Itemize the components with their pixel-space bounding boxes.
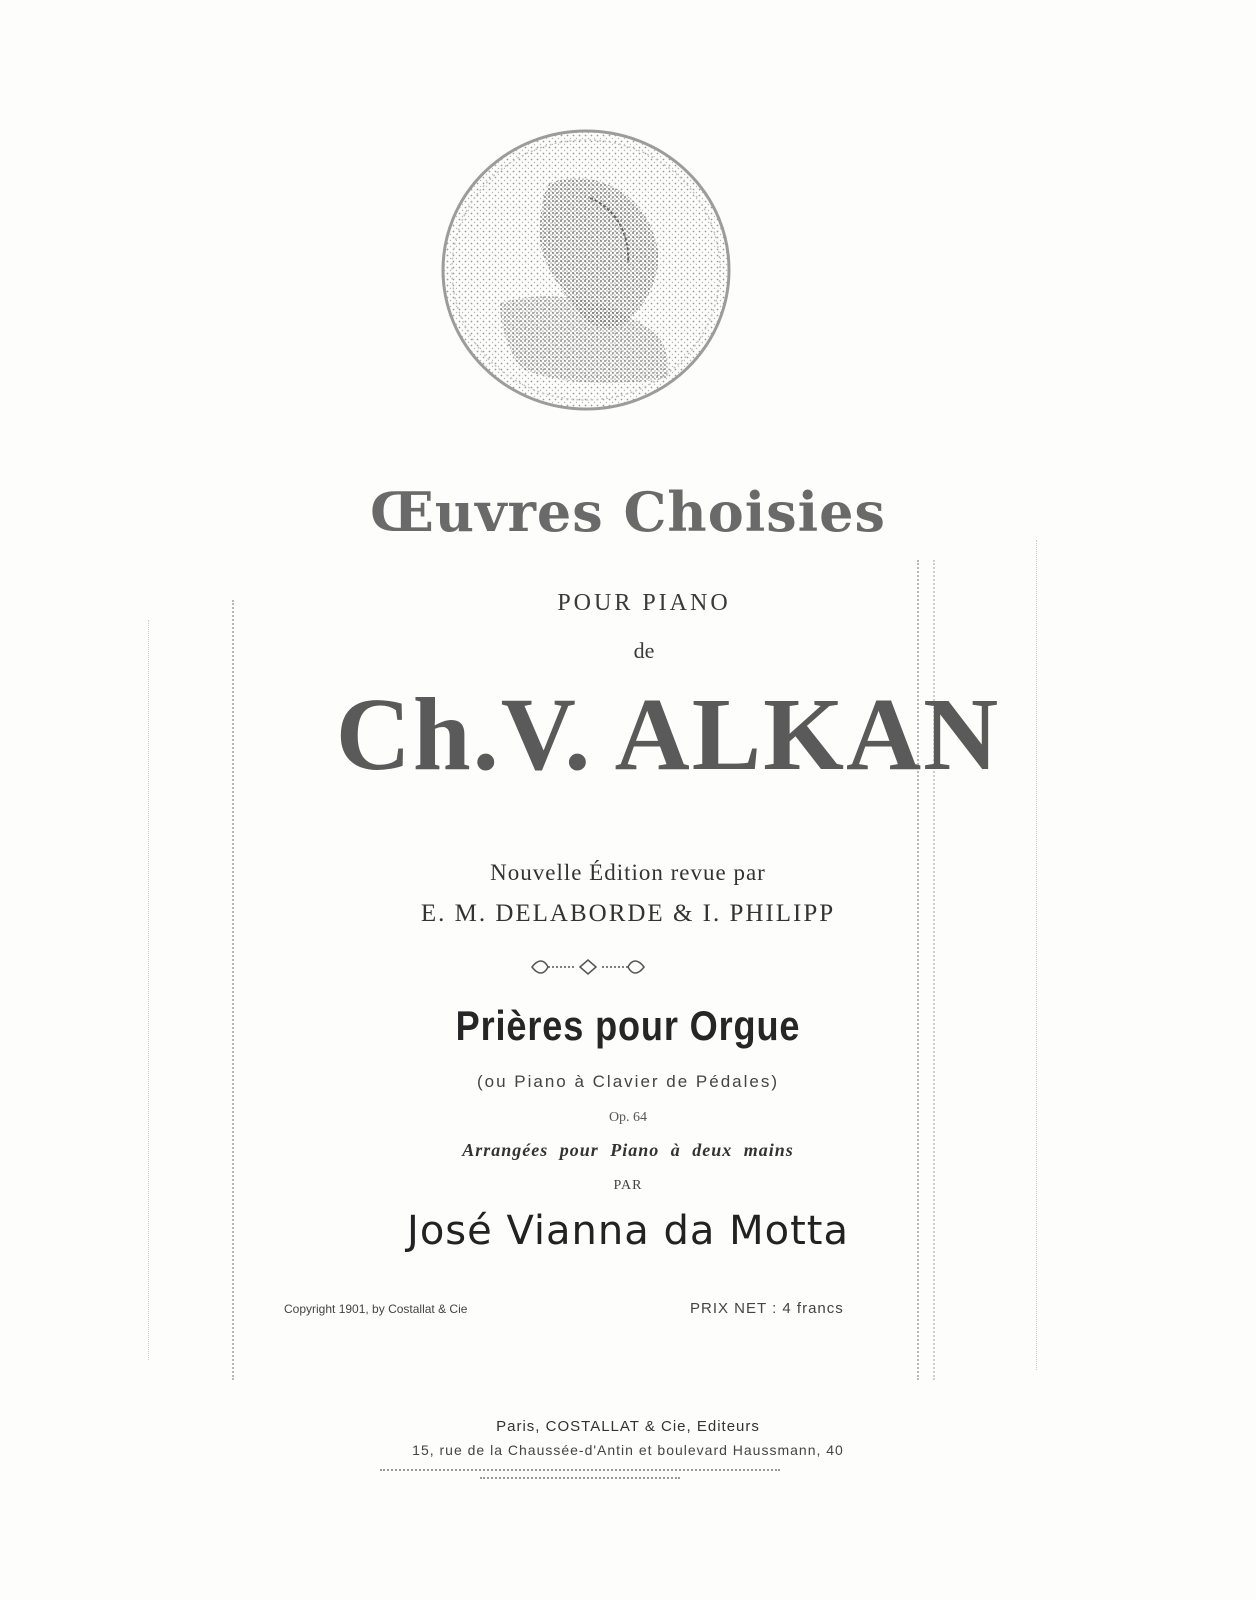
composer-name: Ch.V. ALKAN: [335, 677, 1001, 792]
work-title: Prières pour Orgue: [455, 1002, 801, 1049]
rights-fineprint: [370, 1466, 790, 1486]
par-line: PAR: [613, 1178, 643, 1193]
portrait-medallion: [440, 128, 732, 412]
editors-line: E. M. DELABORDE & I. PHILIPP: [420, 900, 836, 927]
publisher-line: Paris, COSTALLAT & Cie, Editeurs: [496, 1418, 760, 1435]
arranger-name: José Vianna da Motta: [407, 1208, 849, 1254]
opus-number: Op. 64: [608, 1110, 648, 1125]
edition-note: Nouvelle Édition revue par: [490, 860, 766, 885]
copyright-notice: Copyright 1901, by Costallat & Cie: [284, 1302, 468, 1316]
de-line: de: [633, 638, 655, 663]
instrument-line: POUR PIANO: [557, 590, 731, 616]
publisher-address: 15, rue de la Chaussée-d'Antin et boulevard Haussmann, 40: [412, 1442, 844, 1458]
work-subtitle: (ou Piano à Clavier de Pédales): [476, 1072, 780, 1091]
price-label: PRIX NET : 4 francs: [690, 1300, 844, 1317]
arrangement-line: Arrangées pour Piano à deux mains: [462, 1140, 794, 1160]
series-title: Œuvres Choisies: [370, 480, 886, 544]
divider-ornament-icon: [528, 956, 648, 978]
